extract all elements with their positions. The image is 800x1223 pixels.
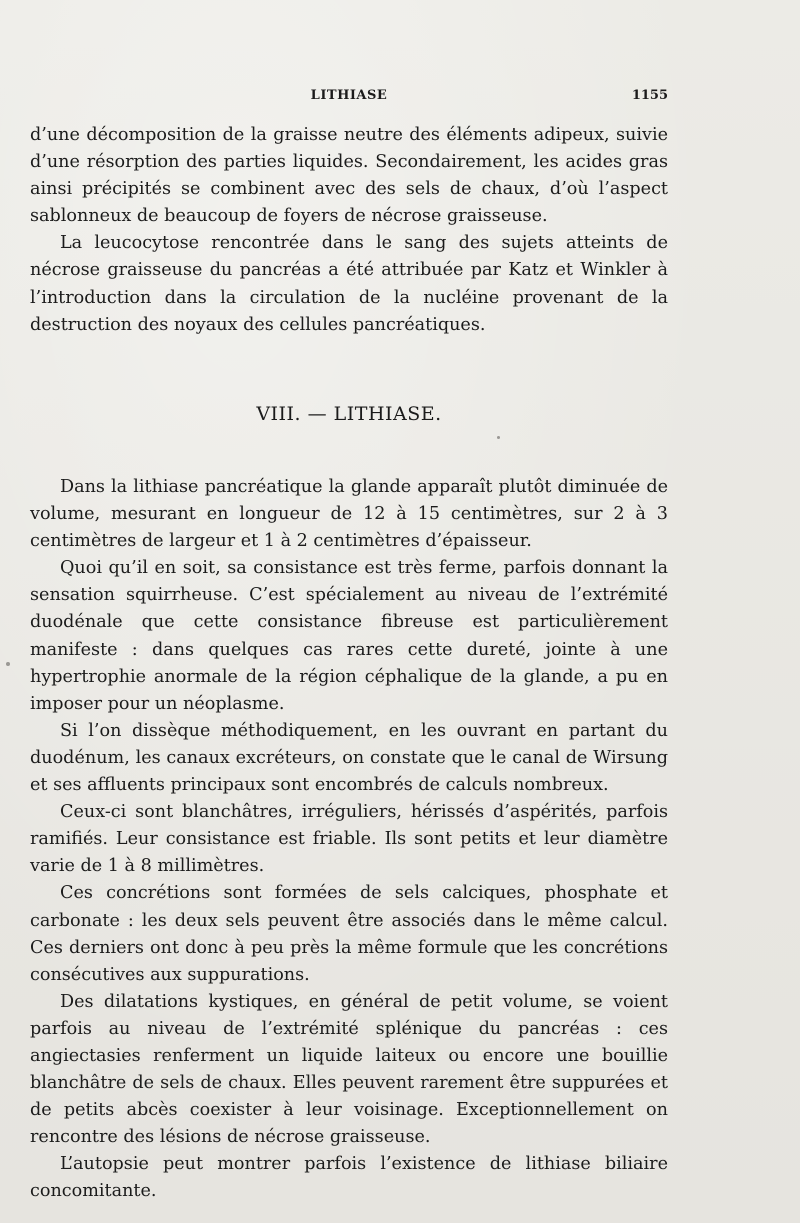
paragraph: Des dilatations kystiques, en général de petit volume, se voient parfois au niveau de l’extrémité splénique du pancréas : ces angiectasies renferment un liquide laiteux ou encore une bouillie blanchâtre de sels de chaux. Elles peuvent rarement être suppurées et de petits abcès coexister à leur voisinage. Exceptionnellement on rencontre des lésions de nécrose graisseuse. (30, 991, 668, 1148)
paragraph: Dans la lithiase pancréatique la glande apparaît plutôt diminuée de volume, mesurant en longueur de 12 à 15 centimètres, sur 2 à 3 centimètres de largeur et 1 à 2 centimètres d’épaisseur. (30, 477, 668, 552)
paragraph: Si l’on dissèque méthodiquement, en les ouvrant en partant du duodénum, les canaux excréteurs, on constate que le canal de Wirsung et ses affluents principaux sont encombrés de calculs nombreux. (30, 720, 668, 796)
paragraph: La leucocytose rencontrée dans le sang des sujets atteints de nécrose graisseuse du pancréas a été attribuée par Katz et Winkler à l’introduction dans la circulation de la nucléine provenant de la destruction des noyaux des cellules pancréatiques. (30, 233, 668, 335)
paragraph: Ceux-ci sont blanchâtres, irréguliers, hérissés d’aspérités, parfois ramifiés. Leur consistance est friable. Ils sont petits et leur diamètre varie de 1 à 8 millimètres. (30, 802, 668, 877)
page-number: 1155 (631, 88, 668, 103)
text-block-top (30, 122, 668, 339)
paragraph: Ces concrétions sont formées de sels calciques, phosphate et carbonate : les deux sels peuvent être associés dans le même calcul. Ces derniers ont donc à peu près la même formule que les concrétions consécutives aux suppurations. (30, 883, 668, 985)
section-heading: VIII. — LITHIASE. (256, 403, 442, 425)
paragraph: d’une décomposition de la graisse neutre des éléments adipeux, suivie d’une résorption des parties liquides. Secondairement, les acides gras ainsi précipités se combinent avec des sels de chaux, d’où l’aspect sablonneux de beaucoup de foyers de nécrose graisseuse. (30, 125, 668, 227)
running-title: LITHIASE (310, 88, 388, 103)
paragraph: Quoi qu’il en soit, sa consistance est très ferme, parfois donnant la sensation squirrheuse. C’est spécialement au niveau de l’extrémité duodénale que cette consistance fibreuse est particulièrement manifeste : dans quelques cas rares cette dureté, jointe à une hypertrophie anormale de la région céphalique de la glande, a pu en imposer pour un néoplasme. (30, 558, 668, 714)
paragraph: L’autopsie peut montrer parfois l’existence de lithiase biliaire concomitante. (30, 1154, 668, 1202)
paper-speck (497, 436, 500, 439)
text-block-main (30, 474, 668, 1206)
paper-speck (6, 662, 10, 666)
running-head (30, 88, 668, 108)
